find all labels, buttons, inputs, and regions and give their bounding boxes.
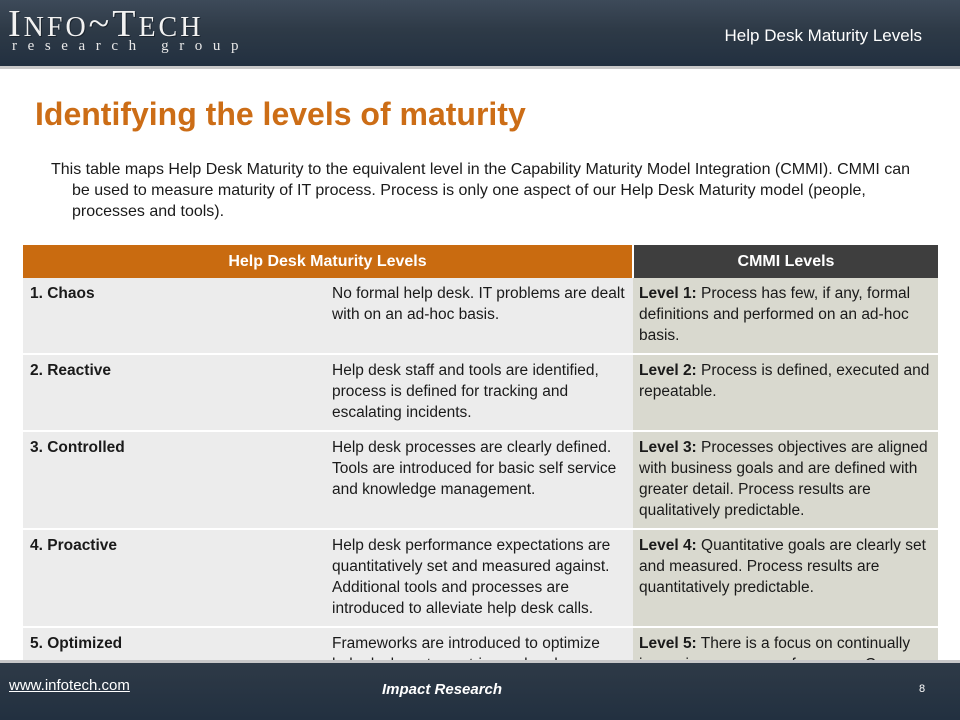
table-row (23, 431, 938, 529)
footer-tagline: Impact Research (382, 681, 503, 698)
cmmi-level-text: Quantitative goals are clearly set and measured. Process results are quantitatively predictable. (639, 537, 926, 596)
cmmi-level-label: Level 3: (639, 439, 697, 456)
table-header-row (23, 245, 938, 278)
maturity-level-cell: 4. Proactive (23, 529, 328, 627)
maturity-level-cell: 1. Chaos (23, 278, 328, 354)
cmmi-level-text: There is a focus on continually (700, 635, 911, 652)
column-header-cmmi: CMMI Levels (633, 245, 938, 278)
maturity-description-cell: No formal help desk. IT problems are dealt with on an ad-hoc basis. (328, 278, 633, 354)
intro-paragraph: This table maps Help Desk Maturity to the equivalent level in the Capability Maturity Model Integration (CMMI). CMMI can be used to measure maturity of IT process. Process is only one aspect of our Help Desk Maturity model (people, processes and tools). (51, 161, 911, 220)
maturity-description-cell: Help desk performance expectations are quantitatively set and measured against. Additional tools and processes are introduced to alleviate help desk calls. (328, 529, 633, 627)
header-divider (0, 66, 960, 69)
table-row (23, 278, 938, 354)
cmmi-level-text: Process has few, if any, formal definitions and performed on an ad-hoc basis. (639, 285, 911, 344)
column-header-help-desk: Help Desk Maturity Levels (23, 245, 633, 278)
maturity-table (23, 245, 938, 720)
cmmi-level-label: Level 4: (639, 537, 697, 554)
page-title: Identifying the levels of maturity (35, 96, 526, 132)
maturity-level-cell: 5. Optimized (23, 627, 328, 720)
maturity-description-cell: Help desk staff and tools are identified, process is defined for tracking and escalating incidents. (328, 354, 633, 431)
maturity-description-cell: Frameworks are introduced to optimize (328, 627, 633, 720)
website-link[interactable]: www.infotech.com (9, 677, 130, 694)
cmmi-level-label: Level 5: (639, 635, 697, 652)
table-row (23, 529, 938, 627)
maturity-level-cell: 3. Controlled (23, 431, 328, 529)
cmmi-level-text: Processes objectives are aligned with business goals and are defined with greater detail. Process results are qualitatively predictable. (639, 439, 928, 519)
table-row (23, 354, 938, 431)
cmmi-level-label: Level 1: (639, 285, 697, 302)
maturity-level-cell: 2. Reactive (23, 354, 328, 431)
cmmi-level-label: Level 2: (639, 362, 697, 379)
cmmi-level-cell (633, 431, 938, 529)
cmmi-level-text: Process is defined, executed and repeatable. (639, 362, 930, 400)
logo-wordmark: INFO~TECH (8, 3, 204, 45)
infotech-logo[interactable] (8, 3, 250, 56)
page-number: 8 (919, 683, 926, 695)
cmmi-level-cell (633, 354, 938, 431)
logo-tagline: research group (12, 38, 250, 54)
cmmi-level-cell (633, 278, 938, 354)
maturity-description-cell: Help desk processes are clearly defined. Tools are introduced for basic self service and knowledge management. (328, 431, 633, 529)
header-section-title: Help Desk Maturity Levels (724, 26, 922, 45)
cmmi-level-cell (633, 529, 938, 627)
